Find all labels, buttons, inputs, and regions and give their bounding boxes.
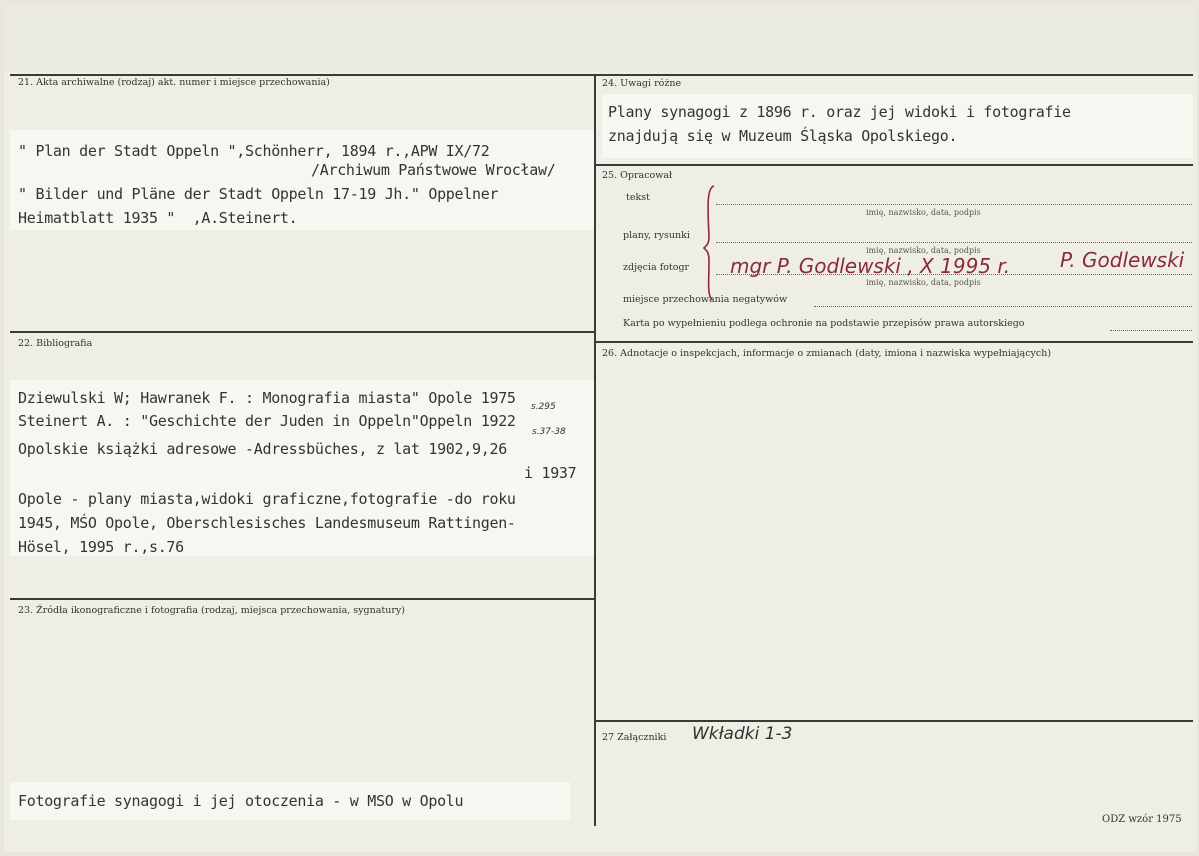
section-21-line-1: " Plan der Stadt Oppeln ",Schönherr, 1894 r.,APW IX/72 (18, 142, 490, 160)
section-21-label: 21. Akta archiwalne (rodzaj) akt. numer i miejsce przechowania) (18, 77, 330, 88)
section-22-line-3: Opolskie książki adresowe -Adressbüches, z lat 1902,9,26 (18, 440, 507, 458)
section-24-label: 24. Uwagi różne (602, 78, 682, 89)
section-21-line-3: " Bilder und Pläne der Stadt Oppeln 17-19 Jh." Oppelner (18, 185, 499, 203)
tekst-line (716, 204, 1192, 205)
section-27-value: Wkładki 1-3 (692, 724, 793, 744)
curly-brace-mark (702, 182, 722, 302)
rule-26 (596, 341, 1193, 343)
section-22-line-1: Dziewulski W; Hawranek F. : Monografia miasta" Opole 1975 (18, 389, 516, 407)
record-card (4, 4, 1197, 852)
tekst-label: tekst (626, 192, 650, 203)
section-22-line-7: Hösel, 1995 r.,s.76 (18, 538, 184, 556)
tekst-sublabel: imię, nazwisko, data, podpis (866, 208, 981, 217)
column-divider (594, 74, 596, 826)
section-22-line-2: Steinert A. : "Geschichte der Juden in Oppeln"Oppeln 1922 (18, 412, 516, 430)
section-22-note-2: s.37-38 (532, 427, 566, 437)
rule-27 (596, 720, 1193, 722)
section-22-line-5: Opole - plany miasta,widoki graficzne,fotografie -do roku (18, 490, 516, 508)
rule-22 (10, 331, 594, 333)
karta-line (1110, 330, 1192, 331)
section-24-line-2: znajdują się w Muzeum Śląska Opolskiego. (608, 127, 958, 145)
section-23-line-1: Fotografie synagogi i jej otoczenia - w MSO w Opolu (18, 792, 464, 810)
rule-25 (596, 164, 1193, 166)
rule-23 (10, 598, 594, 600)
section-22-label: 22. Bibliografia (18, 338, 93, 349)
miejsce-line (814, 306, 1192, 307)
miejsce-label: miejsce przechowania negatywów (623, 294, 788, 305)
section-21-line-2: /Archiwum Państwowe Wrocław/ (311, 161, 556, 179)
plany-label: plany, rysunki (623, 230, 690, 241)
zdjecia-sublabel: imię, nazwisko, data, podpis (866, 278, 981, 287)
author-handwritten: mgr P. Godlewski , X 1995 r. (730, 254, 1011, 278)
section-25-label: 25. Opracował (602, 170, 673, 181)
section-21-line-4: Heimatblatt 1935 " ,A.Steinert. (18, 209, 298, 227)
top-margin-strip (4, 4, 1197, 72)
section-24-line-1: Plany synagogi z 1896 r. oraz jej widoki i fotografie (608, 103, 1071, 121)
plany-sublabel: imię, nazwisko, data, podpis (866, 246, 981, 255)
top-rule (10, 74, 1193, 76)
karta-notice: Karta po wypełnieniu podlega ochronie na podstawie przepisów prawa autorskiego (623, 318, 1025, 329)
section-22-line-4: i 1937 (524, 464, 577, 482)
section-26-label: 26. Adnotacje o inspekcjach, informacje o zmianach (daty, imiona i nazwiska wypełniających) (602, 348, 1052, 359)
zdjecia-label: zdjęcia fotogr (623, 262, 690, 273)
plany-line (716, 242, 1192, 243)
form-footer: ODZ wzór 1975 (1102, 814, 1182, 825)
section-22-line-6: 1945, MŚO Opole, Oberschlesisches Landesmuseum Rattingen- (18, 514, 516, 532)
section-22-note-1: s.295 (531, 402, 556, 412)
section-27-label: 27 Załączniki (602, 732, 667, 743)
section-23-label: 23. Źródła ikonograficzne i fotografia (rodzaj, miejsca przechowania, sygnatury) (18, 605, 405, 616)
author-signature: P. Godlewski (1060, 248, 1185, 272)
